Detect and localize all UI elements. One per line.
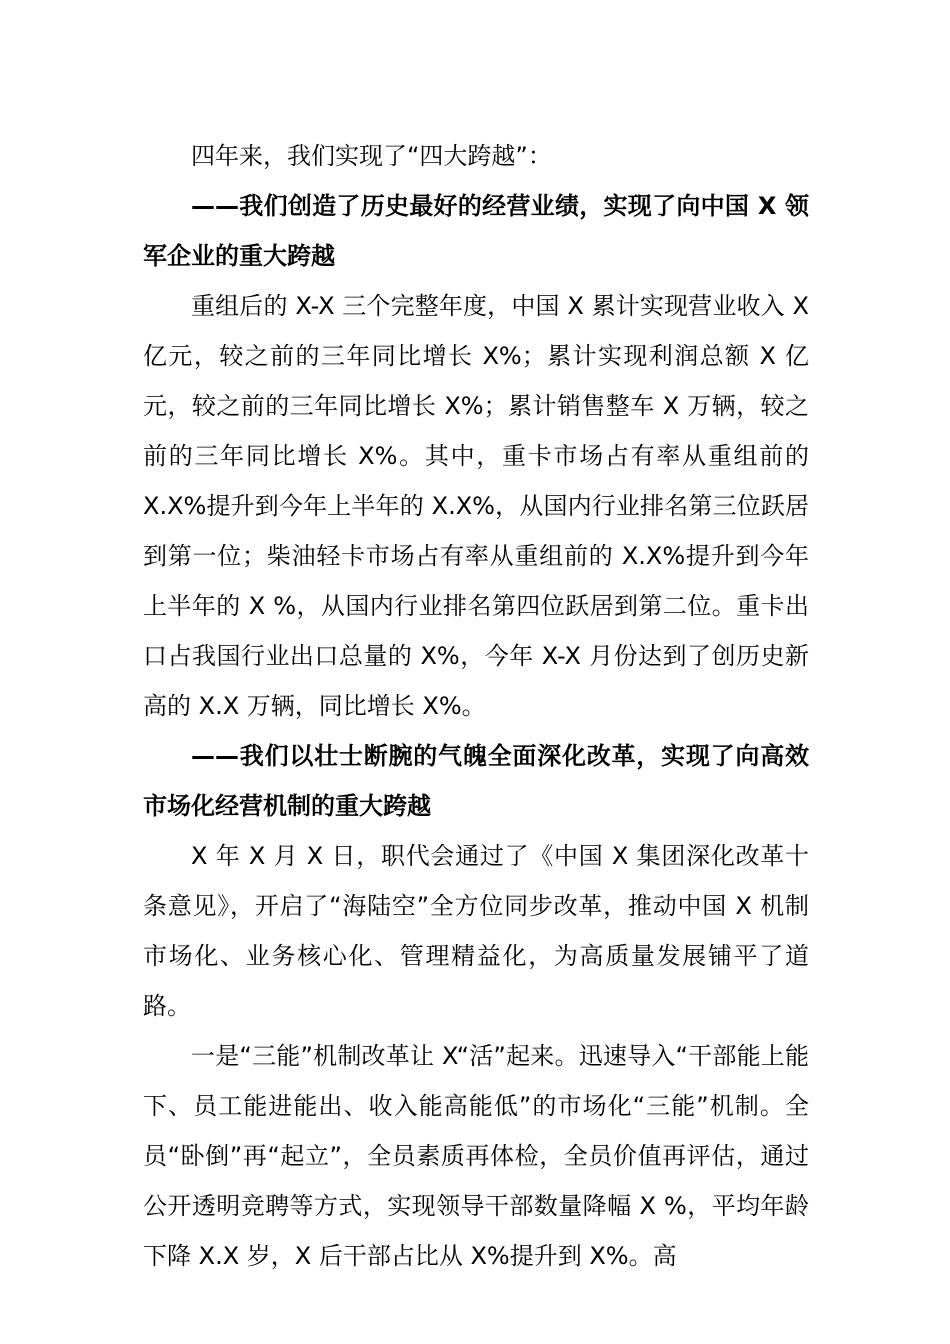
body-paragraph-business-results: 重组后的 X-X 三个完整年度，中国 X 累计实现营业收入 X 亿元，较之前的三年同比增长 X%；累计实现利润总额 X 亿元，较之前的三年同比增长 X%；累计销售整车 X 万辆，较之前的三年同比增长 X%。其中，重卡市场占有率从重组前的 X.X%提升到今年上半年的 X.X%，从国内行业排名第三位跃居到第一位；柴油轻卡市场占有率从重组前的 X.X%提升到今年上半年的 X %，从国内行业排名第四位跃居到第二位。重卡出口占我国行业出口总量的 X%，今年 X-X 月份达到了创历史新高的 X.X 万辆，同比增长 X%。 [143, 292, 809, 720]
document-body [143, 131, 809, 1281]
section-heading-business-performance: ——我们创造了历史最好的经营业绩，实现了向中国 X 领军企业的重大跨越 [143, 192, 809, 270]
body-paragraph-three-abilities: 一是“三能”机制改革让 X“活”起来。迅速导入“干部能上能下、员工能进能出、收入能高能低”的市场化“三能”机制。全员“卧倒”再“起立”，全员素质再体检，全员价值再评估，通过公开透明竞聘等方式，实现领导干部数量降幅 X %，平均年龄下降 X.X 岁，X 后干部占比从 X%提升到 X%。高 [143, 1042, 809, 1270]
section-heading-reform: ——我们以壮士断腕的气魄全面深化改革，实现了向高效市场化经营机制的重大跨越 [143, 742, 809, 820]
body-paragraph-reform-opinions: X 年 X 月 X 日，职代会通过了《中国 X 集团深化改革十条意见》，开启了“海陆空”全方位同步改革，推动中国 X 机制市场化、业务核心化、管理精益化，为高质量发展铺平了道路。 [143, 842, 809, 1020]
intro-paragraph: 四年来，我们实现了“四大跨越”： [191, 142, 552, 170]
